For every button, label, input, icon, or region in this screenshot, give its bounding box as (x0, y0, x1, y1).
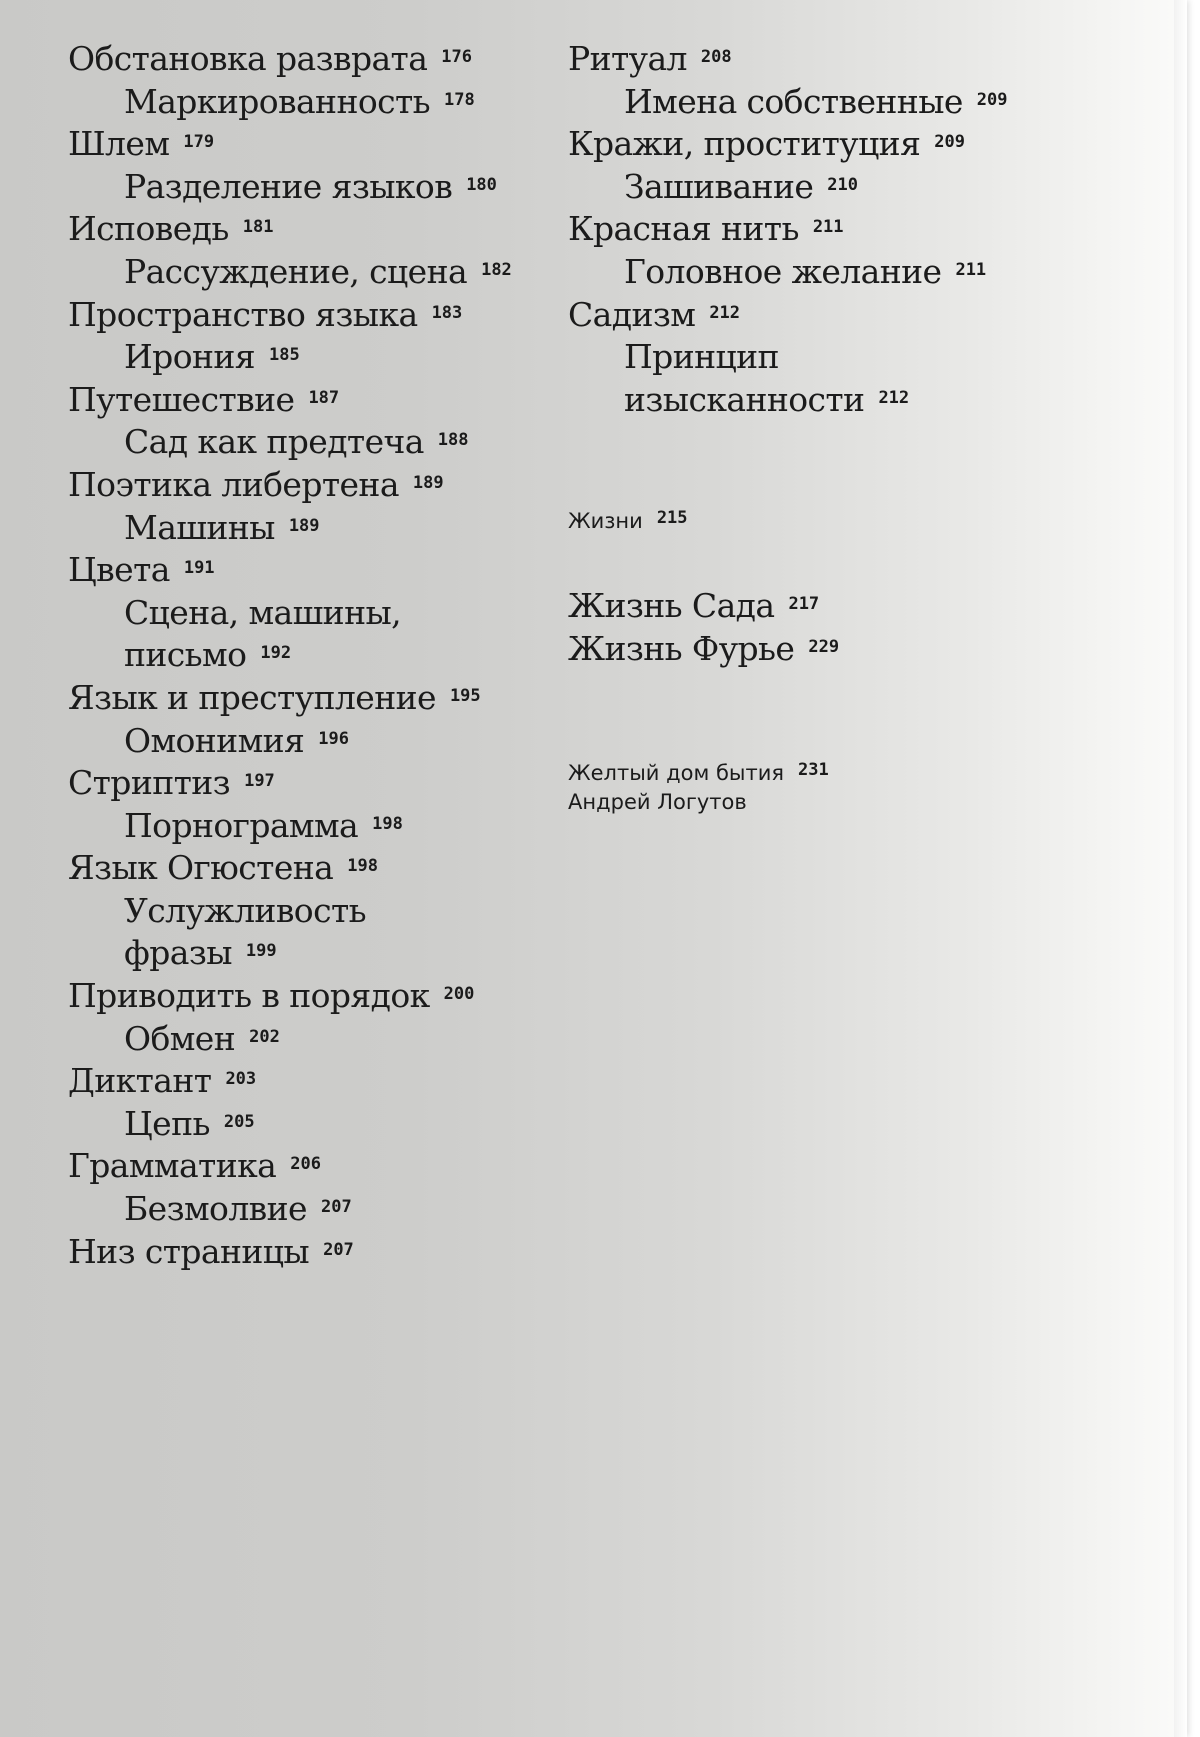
spacer (568, 421, 1048, 507)
page-number: 176 (441, 47, 472, 67)
toc-entry (68, 975, 548, 1018)
entry-title: Ирония (124, 337, 255, 377)
page-number: 199 (245, 941, 277, 962)
toc-entry (568, 208, 1048, 251)
entry-title: Безмолвие (124, 1189, 307, 1229)
entry-title: Язык Огюстена (68, 848, 334, 888)
toc-entry (568, 585, 1048, 628)
entry-title: Садизм (568, 294, 696, 334)
entry-title-line2-wrap (124, 634, 548, 677)
toc-entry (68, 464, 548, 507)
entry-title-line2: изысканности (624, 379, 865, 419)
page-number: 185 (268, 345, 300, 366)
entry-title: Диктант (68, 1061, 212, 1101)
toc-subentry (68, 592, 548, 677)
page-number: 208 (700, 47, 732, 67)
toc-subentry (68, 720, 548, 763)
section-label-lives (568, 507, 1048, 535)
entry-title: Цепь (124, 1103, 210, 1143)
toc-entry (568, 628, 1048, 671)
toc-subentry (68, 1188, 548, 1231)
entry-title: Маркированность (124, 81, 431, 121)
entry-title: Рассуждение, сцена (124, 251, 468, 291)
toc-subentry (68, 805, 548, 848)
toc-entry (68, 847, 548, 890)
toc-subentry (68, 81, 548, 124)
page-number: 181 (242, 217, 274, 238)
page-number: 189 (412, 472, 444, 493)
entry-title: Грамматика (68, 1146, 277, 1186)
toc-subentry (68, 166, 548, 209)
page-number: 215 (656, 508, 688, 529)
entry-title: Головное желание (624, 251, 942, 291)
entry-title: Принцип (624, 337, 779, 377)
page-number: 192 (260, 643, 292, 664)
entry-title: Жизнь Сада (568, 586, 775, 626)
page-number: 205 (223, 1111, 255, 1132)
entry-title-line2-wrap (624, 379, 1048, 422)
toc-left-column (68, 38, 548, 1273)
entry-title: Кражи, проституция (568, 124, 921, 164)
toc-entry (68, 1060, 548, 1103)
page-number: 195 (449, 685, 481, 706)
toc-entry (68, 294, 548, 337)
spacer (568, 535, 1048, 585)
entry-title: Порнограмма (124, 805, 359, 845)
toc-right-entries (568, 38, 1048, 421)
page-number: 198 (372, 813, 403, 834)
entry-title: Обстановка разврата (68, 39, 428, 78)
entry-title: Разделение языков (124, 166, 453, 206)
entry-title: Поэтика либертена (68, 464, 399, 504)
toc-entry (568, 38, 1048, 81)
page-number: 187 (308, 387, 340, 408)
spacer (568, 671, 1048, 759)
entry-title: Стриптиз (68, 763, 231, 803)
toc-entry (68, 379, 548, 422)
entry-title: Машины (124, 507, 275, 547)
page-number: 207 (323, 1239, 354, 1260)
section-title: Жизни (568, 509, 643, 534)
entry-title-line2-wrap (124, 932, 548, 975)
toc-right-column (568, 38, 1048, 817)
page-number: 217 (788, 594, 820, 615)
page-number: 211 (812, 217, 844, 238)
toc-subentry (68, 1018, 548, 1061)
entry-title-line2: фразы (124, 933, 232, 973)
entry-title: Имена собственные (624, 81, 963, 121)
toc-subentry (568, 251, 1048, 294)
page-number: 206 (290, 1154, 321, 1175)
afterword-title: Желтый дом бытия (568, 760, 785, 785)
page-number: 211 (955, 259, 987, 280)
toc-entry (68, 1145, 548, 1188)
page-number: 203 (225, 1069, 257, 1090)
entry-title: Жизнь Фурье (568, 628, 795, 668)
page-number: 209 (934, 132, 966, 153)
entry-title: Обмен (124, 1018, 236, 1058)
toc-entry (568, 123, 1048, 166)
afterword-author: Андрей Логутов (568, 789, 747, 814)
page-number: 196 (318, 728, 349, 749)
page-number: 191 (183, 558, 215, 579)
page-edge (1174, 0, 1187, 1737)
toc-entry (68, 762, 548, 805)
entry-title: Зашивание (624, 166, 814, 206)
toc-subentry (68, 1103, 548, 1146)
page-number: 180 (466, 174, 497, 195)
toc-entry (68, 208, 548, 251)
toc-entry (568, 294, 1048, 337)
toc-subentry (68, 890, 548, 975)
page-number: 183 (431, 302, 463, 323)
page-number: 212 (878, 387, 910, 408)
entry-title: Путешествие (68, 379, 295, 419)
entry-title: Язык и преступление (68, 677, 436, 717)
entry-title: Сцена, машины, (124, 592, 402, 632)
page-number: 198 (347, 856, 378, 877)
toc-subentry (568, 81, 1048, 124)
entry-title: Цвета (68, 550, 170, 590)
entry-title: Ритуал (568, 39, 687, 78)
page-number: 197 (244, 771, 275, 792)
entry-title: Приводить в порядок (68, 976, 430, 1016)
page-number: 210 (827, 174, 858, 195)
page-number: 200 (443, 984, 475, 1005)
toc-subentry (68, 421, 548, 464)
page-number: 209 (976, 89, 1008, 110)
entry-title: Сад как предтеча (124, 422, 424, 462)
page-number: 229 (808, 636, 840, 657)
toc-entry (68, 38, 548, 81)
page-number: 188 (437, 430, 469, 451)
toc-subentry (68, 251, 548, 294)
entry-title: Шлем (68, 124, 170, 164)
afterword-entry (568, 759, 1048, 817)
entry-title: Низ страницы (68, 1231, 310, 1271)
page-number: 182 (481, 259, 512, 280)
entry-title: Услужливость (124, 890, 366, 930)
toc-subentry (568, 336, 1048, 421)
toc-subentry (568, 166, 1048, 209)
entry-title-line2: письмо (124, 635, 247, 675)
page-number: 178 (444, 89, 475, 110)
lives-entries (568, 585, 1048, 670)
page-number: 207 (320, 1197, 352, 1218)
page-number: 231 (798, 759, 829, 780)
entry-title: Омонимия (124, 720, 305, 760)
page-number: 202 (249, 1026, 280, 1047)
page-number: 189 (288, 515, 320, 536)
toc-entry (68, 549, 548, 592)
entry-title: Красная нить (568, 209, 799, 249)
toc-subentry (68, 336, 548, 379)
toc-entry (68, 123, 548, 166)
toc-entry (68, 1231, 548, 1274)
entry-title: Исповедь (68, 209, 229, 249)
toc-subentry (68, 507, 548, 550)
entry-title: Пространство языка (68, 294, 418, 334)
page-number: 212 (709, 302, 741, 323)
toc-entry (68, 677, 548, 720)
page-number: 179 (183, 132, 215, 153)
